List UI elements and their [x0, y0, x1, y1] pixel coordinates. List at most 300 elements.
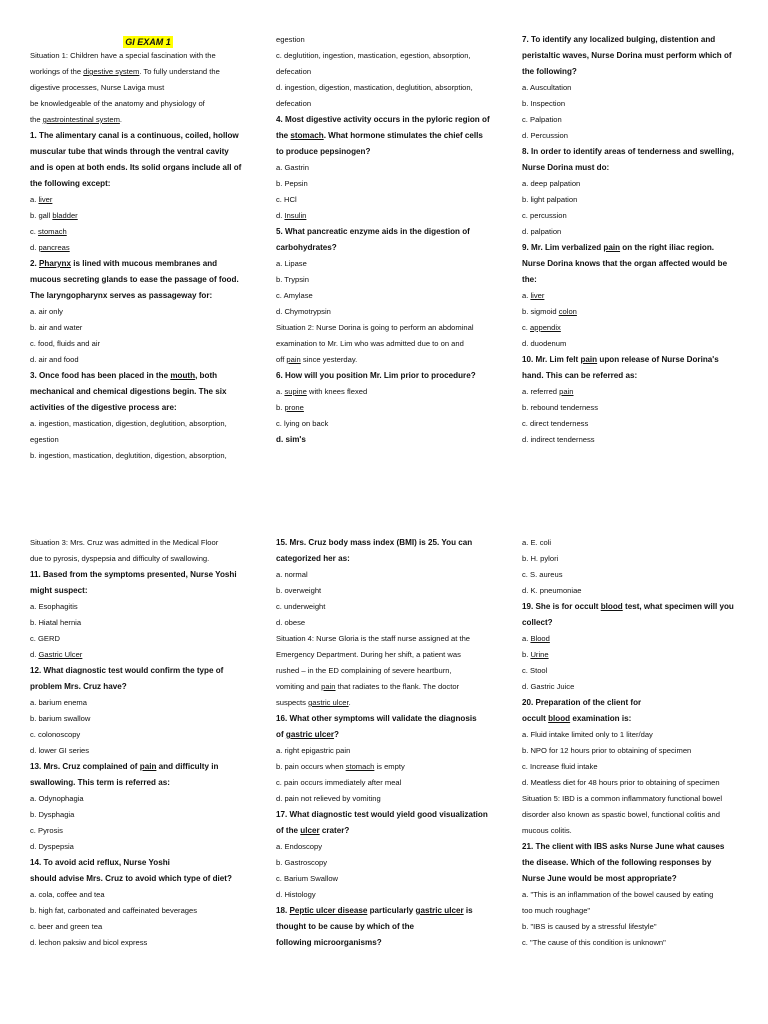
text-line [30, 288, 266, 304]
question-text: the: [522, 275, 537, 284]
text-run: a. Fluid intake limited only to 1 liter/day [522, 730, 653, 739]
text-line [522, 695, 758, 711]
text-line [522, 743, 758, 759]
text-line [522, 208, 758, 224]
question-link-text: gastric ulcer [415, 906, 464, 915]
text-run: d. Percussion [522, 131, 569, 140]
text-line [522, 160, 758, 176]
text-line [522, 32, 758, 48]
text-run: a. Esophagitis [30, 602, 78, 611]
text-line [276, 32, 512, 48]
text-line [522, 759, 758, 775]
text-run: b. overweight [276, 586, 322, 595]
text-line [276, 727, 512, 743]
text-run: c. Increase fluid intake [522, 762, 598, 771]
text-line [276, 224, 512, 240]
text-run: egestion [30, 435, 59, 444]
underlined-term: Blood [530, 634, 550, 643]
question-text: 12. What diagnostic test would confirm the type of [30, 666, 224, 675]
question-text: problem Mrs. Cruz have? [30, 682, 127, 691]
question-link-text: pain [580, 355, 598, 364]
text-line [276, 583, 512, 599]
question-link-text: mouth [170, 371, 196, 380]
text-line [30, 823, 266, 839]
text-run: c. deglutition, ingestion, mastication, egestion, absorption, [276, 51, 471, 60]
text-run: c. lying on back [276, 419, 329, 428]
text-run: due to pyrosis, dyspepsia and difficulty of swallowing. [30, 554, 210, 563]
question-link-text: blood [548, 714, 571, 723]
text-line [30, 775, 266, 791]
text-line [276, 160, 512, 176]
question-text: occult [522, 714, 549, 723]
text-line [522, 599, 758, 615]
text-run: off [276, 355, 287, 364]
text-line [30, 711, 266, 727]
text-line [522, 647, 758, 663]
text-line [522, 416, 758, 432]
text-run: b. Pepsin [276, 179, 308, 188]
text-line [30, 192, 266, 208]
question-text: , both [195, 371, 218, 380]
text-line [276, 336, 512, 352]
text-run: a. [30, 195, 39, 204]
text-run: . [348, 698, 351, 707]
text-run: a. deep palpation [522, 179, 581, 188]
question-text: is [463, 906, 473, 915]
text-run: a. [276, 387, 285, 396]
question-link-text: pain [139, 762, 157, 771]
question-text: 21. The client with IBS asks Nurse June what causes [522, 842, 725, 851]
text-run: d. air and food [30, 355, 79, 364]
question-text: 5. What pancreatic enzyme aids in the digestion of [276, 227, 470, 236]
text-line [30, 791, 266, 807]
question-link-text: Pharynx [39, 259, 71, 268]
question-text: 2. [30, 259, 39, 268]
text-line [30, 176, 266, 192]
text-run: c. colonoscopy [30, 730, 81, 739]
text-run: b. [522, 650, 531, 659]
text-line [276, 663, 512, 679]
text-line [276, 551, 512, 567]
question-text: collect? [522, 618, 553, 627]
text-line [30, 224, 266, 240]
question-text: 20. Preparation of the client for [522, 698, 642, 707]
text-line [276, 775, 512, 791]
text-line [522, 567, 758, 583]
text-run: b. Gastroscopy [276, 858, 328, 867]
text-run: a. cola, coffee and tea [30, 890, 105, 899]
question-text: categorized her as: [276, 554, 350, 563]
text-run: . To fully understand the [139, 67, 220, 76]
text-line [30, 352, 266, 368]
text-line [276, 871, 512, 887]
text-line [522, 663, 758, 679]
question-text: hand. This can be referred as: [522, 371, 638, 380]
text-run: a. Lipase [276, 259, 307, 268]
question-text: Nurse Dorina knows that the organ affected would be [522, 259, 728, 268]
text-line [522, 631, 758, 647]
text-run: b. H. pylori [522, 554, 559, 563]
text-run: d. pain not relieved by vomiting [276, 794, 381, 803]
text-run: d. Chymotrypsin [276, 307, 331, 316]
text-line [30, 919, 266, 935]
text-line [30, 400, 266, 416]
question-link-text: blood [600, 602, 623, 611]
text-line [522, 192, 758, 208]
text-line [30, 839, 266, 855]
question-text: following microorganisms? [276, 938, 382, 947]
text-line [276, 807, 512, 823]
text-line [276, 711, 512, 727]
text-line [276, 535, 512, 551]
question-text: d. sim's [276, 435, 306, 444]
text-line [276, 352, 512, 368]
question-text: and is open at both ends. Its solid organs include all of [30, 163, 242, 172]
text-run: be knowledgeable of the anatomy and physiology of [30, 99, 205, 108]
text-line [276, 400, 512, 416]
question-text: 17. What diagnostic test would yield good visualization [276, 810, 488, 819]
text-line [30, 160, 266, 176]
text-run: a. Auscultation [522, 83, 572, 92]
text-run: a. right epigastric pain [276, 746, 351, 755]
question-text: 9. Mr. Lim verbalized [522, 243, 604, 252]
question-text: 18. [276, 906, 290, 915]
text-run: c. percussion [522, 211, 567, 220]
text-run: a. Gastrin [276, 163, 309, 172]
text-line [30, 583, 266, 599]
text-line [522, 144, 758, 160]
text-line [276, 823, 512, 839]
question-text: 4. Most digestive activity occurs in the pyloric region of [276, 115, 490, 124]
title-line [30, 32, 266, 48]
text-line [276, 272, 512, 288]
underlined-term: liver [38, 195, 53, 204]
text-run: too much roughage" [522, 906, 591, 915]
question-text: of the [276, 826, 301, 835]
text-run: since yesterday. [300, 355, 358, 364]
text-column-4 [30, 535, 266, 951]
text-run: a. [522, 634, 531, 643]
text-line [276, 256, 512, 272]
text-line [276, 80, 512, 96]
text-line [522, 64, 758, 80]
question-text: should advise Mrs. Cruz to avoid which type of diet? [30, 874, 232, 883]
page-title: GI EXAM 1 [125, 37, 171, 47]
text-line [30, 743, 266, 759]
text-line [276, 743, 512, 759]
text-line [30, 615, 266, 631]
text-line [30, 336, 266, 352]
text-line [276, 64, 512, 80]
text-run: that radiates to the flank. The doctor [335, 682, 460, 691]
underlined-term: digestive system [83, 67, 140, 76]
text-run: a. Odynophagia [30, 794, 84, 803]
underlined-term: pain [321, 682, 336, 691]
text-line [276, 96, 512, 112]
text-run: b. NPO for 12 hours prior to obtaining of specimen [522, 746, 692, 755]
text-line [522, 384, 758, 400]
text-line [30, 448, 266, 464]
text-run: d. [276, 211, 285, 220]
text-run: d. obese [276, 618, 306, 627]
text-line [522, 791, 758, 807]
question-text: mechanical and chemical digestions begin. The six [30, 387, 227, 396]
underlined-term: Gastric Ulcer [38, 650, 83, 659]
text-run: with knees flexed [306, 387, 368, 396]
text-run: is empty [374, 762, 405, 771]
text-line [276, 919, 512, 935]
text-line [30, 567, 266, 583]
underlined-term: supine [284, 387, 307, 396]
question-text: and difficulty in [156, 762, 219, 771]
question-text: to produce pepsinogen? [276, 147, 371, 156]
text-line [276, 631, 512, 647]
text-run: d. lower GI series [30, 746, 90, 755]
text-line [522, 240, 758, 256]
text-run: mucous colitis. [522, 826, 572, 835]
text-run: c. [30, 227, 39, 236]
question-text: 13. Mrs. Cruz complained of [30, 762, 140, 771]
text-line [522, 887, 758, 903]
text-line [522, 727, 758, 743]
question-text: 11. Based from the symptoms presented, Nurse Yoshi [30, 570, 237, 579]
text-line [30, 807, 266, 823]
text-run: defecation [276, 99, 312, 108]
text-line [522, 80, 758, 96]
text-run: b. sigmoid [522, 307, 559, 316]
text-line [30, 112, 266, 128]
question-text: 16. What other symptoms will validate the diagnosis [276, 714, 477, 723]
question-link-text: Peptic ulcer disease [289, 906, 368, 915]
text-line [522, 112, 758, 128]
text-line [276, 679, 512, 695]
text-run: d. palpation [522, 227, 562, 236]
text-line [30, 416, 266, 432]
text-line [276, 791, 512, 807]
text-run: the [30, 115, 43, 124]
text-line [30, 432, 266, 448]
text-run: Situation 1: Children have a special fascination with the [30, 51, 216, 60]
text-line [276, 567, 512, 583]
text-run: a. barium enema [30, 698, 87, 707]
question-text: the [276, 131, 291, 140]
text-run: c. direct tenderness [522, 419, 589, 428]
text-line [522, 432, 758, 448]
text-line [276, 112, 512, 128]
text-run: Situation 3: Mrs. Cruz was admitted in the Medical Floor [30, 538, 219, 547]
text-run: rushed – in the ED complaining of severe heartburn, [276, 666, 452, 675]
text-column-2 [276, 32, 512, 448]
text-line [522, 256, 758, 272]
text-column-3 [522, 32, 758, 448]
text-run: b. Hiatal hernia [30, 618, 82, 627]
question-link-text: pain [603, 243, 621, 252]
question-text: 19. She is for occult [522, 602, 601, 611]
text-run: c. Pyrosis [30, 826, 63, 835]
text-line [522, 679, 758, 695]
question-link-text: stomach [290, 131, 324, 140]
text-line [276, 320, 512, 336]
text-line [276, 759, 512, 775]
text-line [30, 663, 266, 679]
text-run: d. indirect tenderness [522, 435, 595, 444]
underlined-term: appendix [530, 323, 561, 332]
text-line [276, 176, 512, 192]
question-text: Nurse June would be most appropriate? [522, 874, 677, 883]
text-run: d. lechon paksiw and bicol express [30, 938, 148, 947]
question-text: thought to be cause by which of the [276, 922, 415, 931]
text-run: a. Endoscopy [276, 842, 323, 851]
text-line [276, 839, 512, 855]
text-run: b. gall [30, 211, 53, 220]
text-run: b. pain occurs when [276, 762, 346, 771]
text-run: c. "The cause of this condition is unknown" [522, 938, 666, 947]
text-run: Emergency Department. During her shift, a patient was [276, 650, 461, 659]
text-line [276, 647, 512, 663]
question-text: peristaltic waves, Nurse Dorina must perform which of [522, 51, 732, 60]
text-line [522, 272, 758, 288]
underlined-term: gastrointestinal system [42, 115, 120, 124]
text-run: a. [522, 291, 531, 300]
question-text: on the right iliac region. [620, 243, 715, 252]
text-run: b. barium swallow [30, 714, 91, 723]
text-column-5 [276, 535, 512, 951]
text-line [522, 711, 758, 727]
text-run: c. Palpation [522, 115, 562, 124]
text-line [522, 935, 758, 951]
text-column-1 [30, 32, 266, 464]
text-line [276, 599, 512, 615]
text-line [522, 352, 758, 368]
underlined-term: liver [530, 291, 545, 300]
text-line [522, 615, 758, 631]
text-line [522, 48, 758, 64]
text-run: c. Stool [522, 666, 548, 675]
text-run: c. Barium Swallow [276, 874, 339, 883]
text-run: a. E. coli [522, 538, 552, 547]
text-run: d. duodenum [522, 339, 567, 348]
text-line [30, 935, 266, 951]
text-line [30, 144, 266, 160]
text-run: b. air and water [30, 323, 83, 332]
text-line [522, 320, 758, 336]
text-line [276, 192, 512, 208]
text-line [522, 551, 758, 567]
text-line [276, 695, 512, 711]
text-line [276, 615, 512, 631]
question-text: mucous secreting glands to ease the passage of food. [30, 275, 239, 284]
text-line [276, 384, 512, 400]
text-run: defecation [276, 67, 312, 76]
text-run: c. [522, 323, 531, 332]
text-line [30, 48, 266, 64]
question-text: of [276, 730, 286, 739]
text-line [522, 919, 758, 935]
question-text: might suspect: [30, 586, 88, 595]
text-run: digestive processes, Nurse Laviga must [30, 83, 165, 92]
text-run: disorder also known as spastic bowel, functional colitis and [522, 810, 720, 819]
question-text: muscular tube that winds through the ventral cavity [30, 147, 229, 156]
text-run: d. [30, 650, 39, 659]
text-run: a. referred [522, 387, 560, 396]
underlined-term: bladder [52, 211, 78, 220]
text-line [30, 903, 266, 919]
text-line [276, 48, 512, 64]
question-text: activities of the digestive process are: [30, 403, 177, 412]
question-text: test, what specimen will you [622, 602, 734, 611]
text-line [30, 96, 266, 112]
text-column-6 [522, 535, 758, 951]
text-run: c. underweight [276, 602, 326, 611]
text-line [30, 679, 266, 695]
question-text: examination is: [570, 714, 632, 723]
question-text: 6. How will you position Mr. Lim prior to procedure? [276, 371, 476, 380]
text-line [30, 320, 266, 336]
underlined-term: Insulin [284, 211, 307, 220]
underlined-term: stomach [38, 227, 67, 236]
text-run: b. high fat, carbonated and caffeinated beverages [30, 906, 198, 915]
text-run: egestion [276, 35, 305, 44]
question-text: 3. Once food has been placed in the [30, 371, 171, 380]
text-run: b. Dysphagia [30, 810, 75, 819]
underlined-term: Urine [530, 650, 549, 659]
text-line [30, 256, 266, 272]
text-run: vomiting and [276, 682, 322, 691]
text-line [276, 368, 512, 384]
question-text: swallowing. This term is referred as: [30, 778, 170, 787]
text-line [30, 759, 266, 775]
text-line [522, 400, 758, 416]
question-text: Nurse Dorina must do: [522, 163, 610, 172]
text-run: d. Meatless diet for 48 hours prior to obtaining of specimen [522, 778, 720, 787]
text-line [30, 855, 266, 871]
text-line [30, 535, 266, 551]
text-line [522, 224, 758, 240]
text-line [522, 368, 758, 384]
text-line [30, 368, 266, 384]
text-line [30, 647, 266, 663]
question-text: crater? [319, 826, 350, 835]
text-line [276, 855, 512, 871]
question-text: 1. The alimentary canal is a continuous, coiled, hollow [30, 131, 239, 140]
question-text: upon release of Nurse Dorina's [597, 355, 719, 364]
text-run: b. Inspection [522, 99, 566, 108]
text-line [30, 384, 266, 400]
text-run: a. "This is an inflammation of the bowel caused by eating [522, 890, 714, 899]
text-line [30, 551, 266, 567]
text-line [276, 240, 512, 256]
text-line [276, 288, 512, 304]
text-run: suspects [276, 698, 309, 707]
text-run: d. Dyspepsia [30, 842, 74, 851]
text-line [522, 288, 758, 304]
question-text: the following? [522, 67, 577, 76]
text-run: examination to Mr. Lim who was admitted due to on and [276, 339, 464, 348]
underlined-term: pain [559, 387, 574, 396]
text-line [276, 208, 512, 224]
question-text: . What hormone stimulates the chief cells [323, 131, 483, 140]
text-line [30, 272, 266, 288]
text-line [522, 336, 758, 352]
underlined-term: pain [286, 355, 301, 364]
text-run: b. Trypsin [276, 275, 309, 284]
text-line [522, 176, 758, 192]
underlined-term: prone [284, 403, 304, 412]
text-run: Situation 4: Nurse Gloria is the staff nurse assigned at the [276, 634, 471, 643]
text-run: c. beer and green tea [30, 922, 103, 931]
text-line [276, 144, 512, 160]
text-line [30, 887, 266, 903]
